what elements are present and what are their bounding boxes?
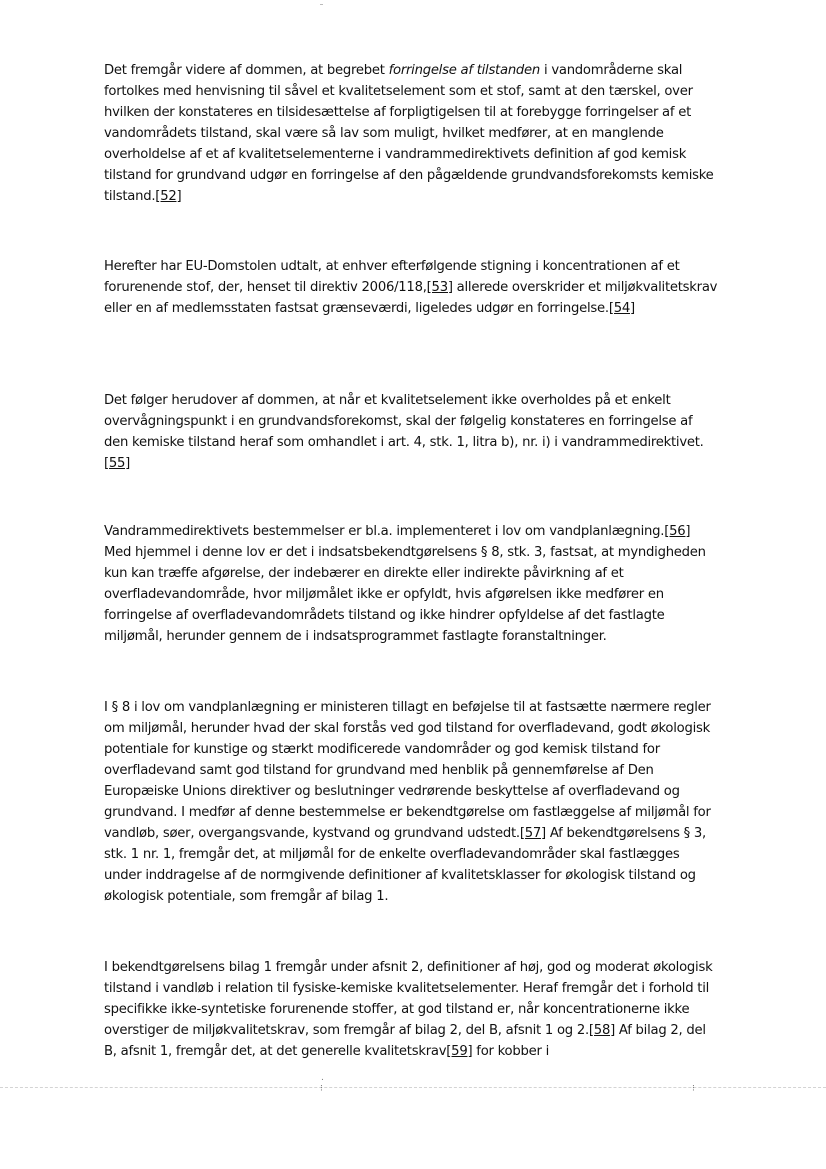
footnote-link-57[interactable]: [57] xyxy=(519,826,546,841)
footnote-link-58[interactable]: [58] xyxy=(588,1023,615,1038)
paragraph-6: I bekendtgørelsens bilag 1 fremgår under afsnit 2, definitioner af høj, god og moderat økologisk tilstand i vandløb i relation til fysiske-kemiske kvalitetselementer. Heraf fremgår det i forhold til specifikke ikke-syntetiske forurenende stoffer, at god tilstand er, når koncentrationerne ikke overstiger de miljøkvalitetskrav, som fremgår af bilag 2, del B, afsnit 1 og 2.[58] Af bilag 2, del B, afsnit 1, fremgår det, at det generelle kvalitetskrav[59] for kobber i xyxy=(104,960,713,1059)
footnote-link-53[interactable]: [53] xyxy=(426,280,453,295)
footnote-link-52[interactable]: [52] xyxy=(155,189,182,204)
paragraph-1: Det fremgår videre af dommen, at begrebet forringelse af tilstanden i vandområderne skal fortolkes med henvisning til såvel et kvalitetselement som et stof, samt at den tærskel, over hvilken der konstateres en tilsidesættelse af forpligtigelsen til at forebygge forringelser af et vandområdets tilstand, skal være så lav som muligt, hvilket medfører, at en manglende overholdelse af et af kvalitetselementerne i vandrammedirektivets definition af god kemisk tilstand for grundvand udgør en forringelse af den pågældende grundvandsforekomsts kemiske tilstand.[52] xyxy=(104,63,714,204)
emphasis-term: forringelse af tilstanden xyxy=(388,63,541,78)
paragraph-5: I § 8 i lov om vandplanlægning er ministeren tillagt en beføjelse til at fastsætte nærmere regler om miljømål, herunder hvad der skal forstås ved god tilstand for overfladevand, godt økologisk potentiale for kunstige og stærkt modificerede vandområder og god kemisk tilstand for overfladevand samt god tilstand for grundvand med henblik på gennemførelse af Den Europæiske Unions direktiver og beslutninger vedrørende beskyttelse af overfladevand og grundvand. I medfør af denne bestemmelse er bekendtgørelse om fastlæggelse af miljømål for vandløb, søer, overgangsvande, kystvand og grundvand udstedt.[57] Af bekendtgørelsens § 3, stk. 1 nr. 1, fremgår det, at miljømål for de enkelte overfladevandområder skal fastlægges under inddragelse af de normgivende definitioner af kvalitetsklasser for økologisk tilstand og økologisk potentiale, som fremgår af bilag 1. xyxy=(104,700,711,904)
scan-mark: ⁝ xyxy=(320,1084,323,1094)
footnote-link-54[interactable]: [54] xyxy=(608,301,635,316)
scan-mark: ⁝ xyxy=(692,1084,695,1094)
scan-mark: . xyxy=(321,1073,324,1083)
scan-artifact xyxy=(320,4,323,5)
footnote-link-55[interactable]: [55] xyxy=(104,456,131,471)
paragraph-2: Herefter har EU-Domstolen udtalt, at enhver efterfølgende stigning i koncentrationen af et forurenende stof, der, henset til direktiv 2006/118,[53] allerede overskrider et miljøkvalitetskrav eller en af medlemsstaten fastsat grænseværdi, ligeledes udgør en forringelse.[54] xyxy=(104,259,718,316)
paragraph-4: Vandrammedirektivets bestemmelser er bl.a. implementeret i lov om vandplanlægning.[56] Med hjemmel i denne lov er det i indsatsbekendtgørelsens § 8, stk. 3, fastsat, at myndigheden kun kan træffe afgørelse, der indebærer en direkte eller indirekte påvirkning af et overfladevandområde, hvor miljømålet ikke er opfyldt, hvis afgørelsen ikke medfører en forringelse af overfladevandområdets tilstand og ikke hindrer opfyldelse af det fastlagte miljømål, herunder gennem de i indsatsprogrammet fastlagte foranstaltninger. xyxy=(104,524,706,644)
footnote-link-56[interactable]: [56] xyxy=(664,524,691,539)
paragraph-3: Det følger herudover af dommen, at når et kvalitetselement ikke overholdes på et enkelt overvågningspunkt i en grundvandsforekomst, skal der følgelig konstateres en forringelse af den kemiske tilstand heraf som omhandlet i art. 4, stk. 1, litra b), nr. i) i vandrammedirektivet. [55] xyxy=(104,393,704,471)
scan-cut-line xyxy=(0,1087,826,1088)
footnote-link-59[interactable]: [59] xyxy=(446,1044,473,1059)
